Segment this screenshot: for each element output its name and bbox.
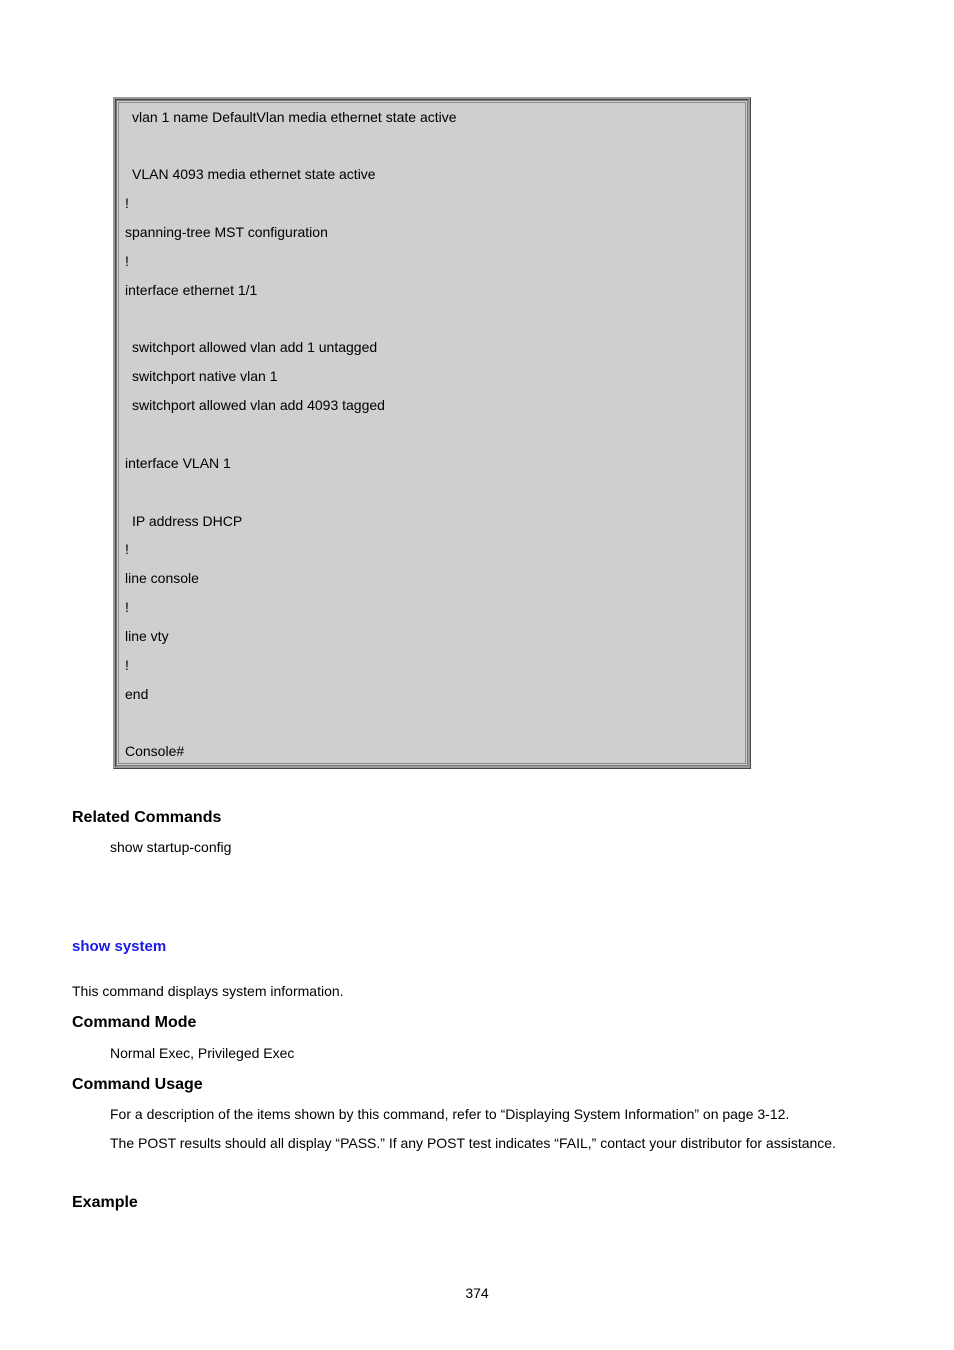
console-line: IP address DHCP — [132, 513, 243, 529]
section-title-link[interactable]: show system — [72, 938, 167, 955]
page-number: 374 — [465, 1285, 489, 1301]
command-mode-text: Normal Exec, Privileged Exec — [110, 1045, 295, 1061]
example-heading: Example — [72, 1194, 138, 1211]
command-usage-line: For a description of the items shown by this command, refer to “Displaying System Information” on page 3-12. — [110, 1106, 790, 1122]
console-prompt: Console# — [125, 743, 185, 759]
console-line: switchport native vlan 1 — [132, 368, 278, 384]
console-line: end — [125, 686, 149, 702]
related-commands-heading: Related Commands — [72, 809, 222, 826]
related-command-item: show startup-config — [110, 839, 232, 855]
console-line: vlan 1 name DefaultVlan media ethernet state active — [132, 109, 457, 125]
console-line: ! — [125, 253, 129, 269]
console-line: switchport allowed vlan add 4093 tagged — [132, 397, 385, 413]
console-output-box — [113, 97, 751, 769]
command-usage-line: The POST results should all display “PASS.” If any POST test indicates “FAIL,” contact your distributor for assistance. — [110, 1135, 836, 1151]
console-line: line vty — [125, 628, 169, 644]
console-line: ! — [125, 657, 129, 673]
section-description: This command displays system information. — [72, 983, 344, 999]
command-mode-heading: Command Mode — [72, 1014, 197, 1031]
command-usage-heading: Command Usage — [72, 1076, 203, 1093]
console-line: ! — [125, 541, 129, 557]
console-line: ! — [125, 195, 129, 211]
console-line: spanning-tree MST configuration — [125, 224, 328, 240]
console-line: interface ethernet 1/1 — [125, 282, 258, 298]
console-inner-border — [118, 102, 746, 764]
console-line: interface VLAN 1 — [125, 455, 231, 471]
console-line: line console — [125, 570, 199, 586]
console-line: switchport allowed vlan add 1 untagged — [132, 339, 378, 355]
console-line: ! — [125, 599, 129, 615]
console-line: VLAN 4093 media ethernet state active — [132, 166, 376, 182]
